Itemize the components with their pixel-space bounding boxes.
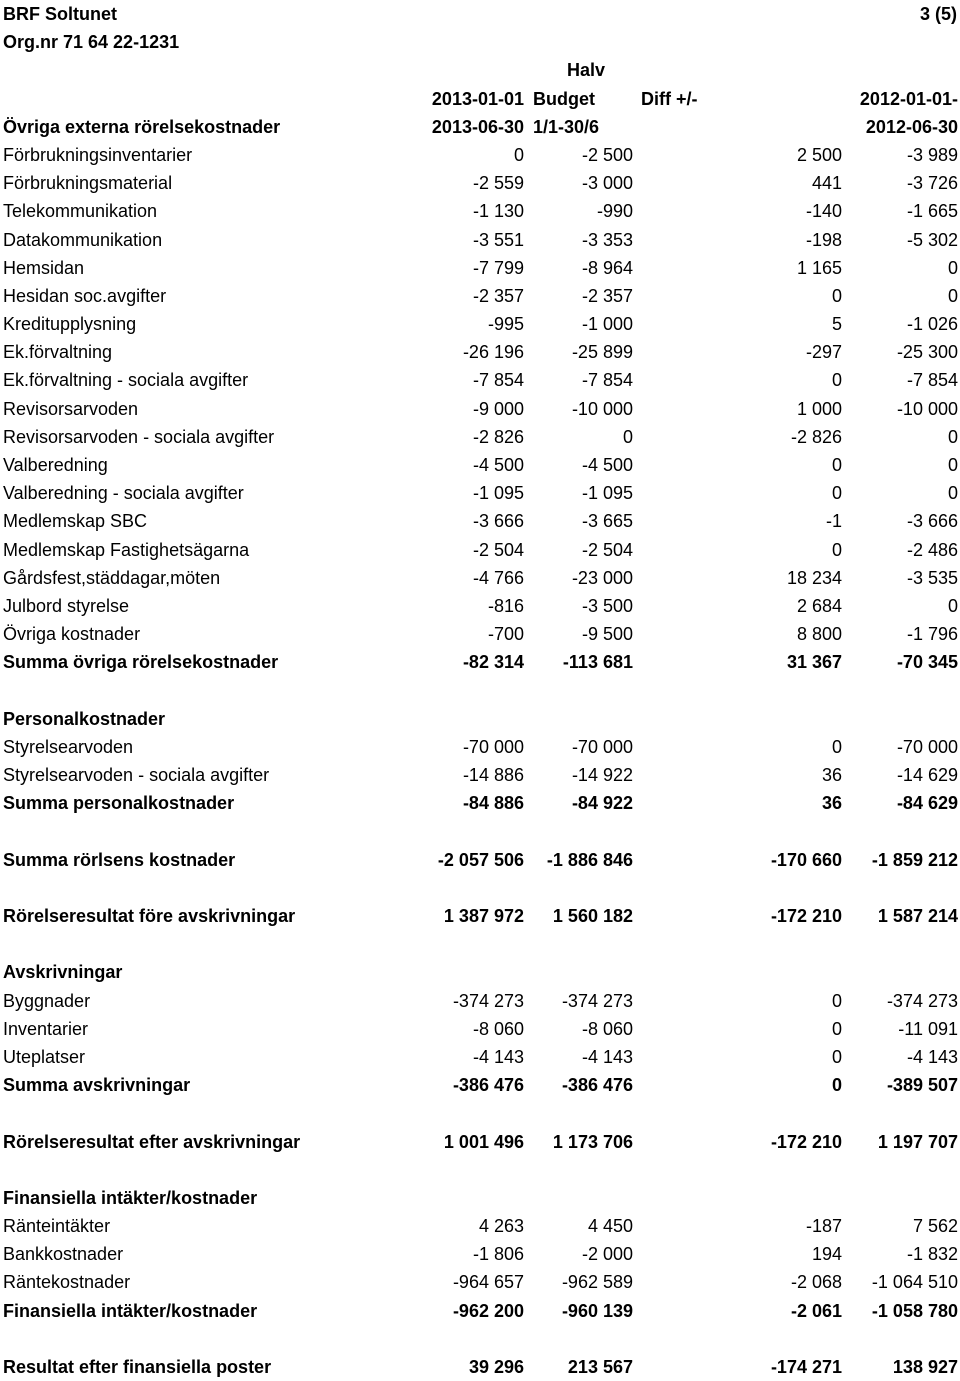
diff-value: -1 <box>825 511 842 532</box>
row-label: Ek.förvaltning - sociala avgifter <box>3 370 249 391</box>
diff-value: 1 000 <box>796 398 842 419</box>
budget-value: -1 095 <box>581 483 633 504</box>
current-value: -995 <box>487 314 524 335</box>
prior-value: 138 927 <box>892 1357 958 1377</box>
table-row <box>0 1268 960 1296</box>
org-name: BRF Soltunet <box>3 4 117 24</box>
prior-value: 0 <box>947 285 958 306</box>
row-label: Revisorsarvoden - sociala avgifter <box>3 426 275 447</box>
table-row <box>0 930 960 958</box>
current-value: -26 196 <box>462 342 524 363</box>
row-label: Kreditupplysning <box>3 314 137 335</box>
row-label: Datakommunikation <box>3 229 163 250</box>
budget-value: -962 589 <box>561 1272 633 1293</box>
budget-header-mid: Budget <box>533 88 595 109</box>
table-row <box>0 254 960 282</box>
table-row <box>0 1240 960 1268</box>
summary-row <box>0 958 960 986</box>
header-line-1 <box>0 0 960 28</box>
current-value: -700 <box>487 624 524 645</box>
prior-value: 0 <box>947 426 958 447</box>
summary-row <box>0 1071 960 1099</box>
prior-value: -3 666 <box>906 511 958 532</box>
current-value: -14 886 <box>462 765 524 786</box>
diff-value: -140 <box>805 201 842 222</box>
prior-value: -5 302 <box>906 229 958 250</box>
diff-value: -198 <box>805 229 842 250</box>
prior-value: 1 587 214 <box>877 906 958 926</box>
current-value: -2 357 <box>472 285 524 306</box>
table-row <box>0 141 960 169</box>
diff-value: 2 500 <box>796 144 842 165</box>
prior-value: -10 000 <box>896 398 958 419</box>
budget-value: -8 060 <box>581 1018 633 1039</box>
budget-value: -23 000 <box>571 567 633 588</box>
table-row <box>0 197 960 225</box>
row-label: Finansiella intäkter/kostnader <box>3 1187 258 1208</box>
summary-row <box>0 1297 960 1325</box>
current-value: -2 504 <box>472 539 524 560</box>
prior-value: -3 989 <box>906 144 958 165</box>
prior-value: -3 726 <box>906 173 958 194</box>
diff-value: -2 826 <box>790 426 842 447</box>
prior-value: -11 091 <box>898 1018 958 1039</box>
budget-value: -14 922 <box>571 765 633 786</box>
current-value: -2 559 <box>472 173 524 194</box>
current-value: -84 886 <box>462 793 524 814</box>
diff-value: 0 <box>831 990 842 1011</box>
budget-value: -2 000 <box>581 1244 633 1265</box>
summary-row <box>0 789 960 817</box>
column-header-line-2 <box>0 85 960 113</box>
diff-header: Diff +/- <box>641 88 698 109</box>
table-row <box>0 338 960 366</box>
current-value: -816 <box>487 595 524 616</box>
current-value: 39 296 <box>468 1357 524 1377</box>
table-row <box>0 282 960 310</box>
current-value: -8 060 <box>472 1018 524 1039</box>
row-label: Ek.förvaltning <box>3 342 113 363</box>
current-value: -386 476 <box>452 1075 524 1096</box>
diff-value: 31 367 <box>786 652 842 673</box>
diff-value: -172 210 <box>770 1131 842 1152</box>
page-number: 3 (5) <box>919 4 957 24</box>
diff-value: -174 271 <box>770 1357 842 1377</box>
prior-value: -1 064 510 <box>871 1272 958 1293</box>
report-rows <box>0 141 960 1381</box>
diff-value: 1 165 <box>796 257 842 278</box>
prior-value: 0 <box>947 483 958 504</box>
current-value: -70 000 <box>462 736 524 757</box>
table-row <box>0 620 960 648</box>
row-label: Uteplatser <box>3 1046 86 1067</box>
table-row <box>0 169 960 197</box>
row-label: Avskrivningar <box>3 962 123 983</box>
diff-value: 36 <box>821 765 842 786</box>
current-value: 0 <box>513 144 524 165</box>
current-value: -7 854 <box>472 370 524 391</box>
org-number: Org.nr 71 64 22-1231 <box>3 32 180 53</box>
prior-value: -3 535 <box>906 567 958 588</box>
table-row <box>0 564 960 592</box>
prior-value: -374 273 <box>886 990 958 1011</box>
budget-value: -3 500 <box>581 595 633 616</box>
current-value: -962 200 <box>452 1300 524 1321</box>
budget-value: -4 143 <box>581 1046 633 1067</box>
summary-row <box>0 846 960 874</box>
diff-value: 0 <box>831 483 842 504</box>
row-label: Julbord styrelse <box>3 595 130 616</box>
budget-value: -3 000 <box>581 173 633 194</box>
current-value: -2 057 506 <box>437 849 524 870</box>
table-row <box>0 874 960 902</box>
budget-value: -2 357 <box>581 285 633 306</box>
row-label: Valberedning <box>3 455 108 475</box>
prior-value: -2 486 <box>906 539 958 560</box>
table-row <box>0 987 960 1015</box>
table-row <box>0 761 960 789</box>
prior-value: -1 859 212 <box>871 849 958 870</box>
current-value: 1 387 972 <box>443 906 524 926</box>
budget-value: -8 964 <box>581 257 633 278</box>
prior-value: -70 000 <box>896 736 958 757</box>
diff-value: -187 <box>805 1216 842 1237</box>
row-label: Revisorsarvoden <box>3 398 139 419</box>
table-row <box>0 1325 960 1353</box>
budget-value: -113 681 <box>562 652 633 673</box>
prior-value: -1 058 780 <box>871 1300 958 1321</box>
budget-header-top: Halv <box>566 60 606 81</box>
current-value: -82 314 <box>462 652 524 673</box>
current-period-to: 2013-06-30 <box>431 116 524 137</box>
row-label: Styrelsearvoden - sociala avgifter <box>3 765 270 786</box>
summary-row <box>0 705 960 733</box>
diff-value: 18 234 <box>786 567 842 588</box>
table-row <box>0 817 960 845</box>
row-label: Telekommunikation <box>3 201 158 222</box>
current-value: -4 500 <box>472 455 524 475</box>
table-row <box>0 507 960 535</box>
diff-value: -2 068 <box>790 1272 842 1293</box>
prior-period-from: 2012-01-01- <box>859 88 958 109</box>
row-label: Medlemskap SBC <box>3 511 148 532</box>
budget-value: -374 273 <box>561 990 633 1011</box>
diff-value: 0 <box>831 370 842 391</box>
budget-value: -2 504 <box>581 539 633 560</box>
row-label: Bankkostnader <box>3 1244 124 1265</box>
row-label: Resultat efter finansiella poster <box>3 1357 272 1377</box>
table-row <box>0 395 960 423</box>
budget-value: 1 560 182 <box>552 906 633 926</box>
current-period-from: 2013-01-01 <box>431 88 524 109</box>
table-row <box>0 366 960 394</box>
table-row <box>0 1043 960 1071</box>
current-value: -1 130 <box>472 201 524 222</box>
prior-value: -70 345 <box>896 652 958 673</box>
budget-value: -3 353 <box>581 229 633 250</box>
prior-period-to: 2012-06-30 <box>865 116 958 137</box>
diff-value: 194 <box>811 1244 842 1265</box>
row-label: Byggnader <box>3 990 91 1011</box>
budget-value: -3 665 <box>581 511 633 532</box>
current-value: -964 657 <box>452 1272 524 1293</box>
header-line-2 <box>0 28 960 56</box>
summary-row <box>0 1128 960 1156</box>
row-label: Räntekostnader <box>3 1272 131 1293</box>
table-row <box>0 677 960 705</box>
diff-value: 8 800 <box>796 624 842 645</box>
diff-value: 0 <box>831 455 842 475</box>
prior-value: -7 854 <box>906 370 958 391</box>
prior-value: 0 <box>947 595 958 616</box>
row-label: Styrelsearvoden <box>3 736 134 757</box>
diff-value: -170 660 <box>770 849 842 870</box>
current-value: -9 000 <box>472 398 524 419</box>
prior-value: -14 629 <box>896 765 958 786</box>
diff-value: 0 <box>831 539 842 560</box>
diff-value: 441 <box>811 173 842 194</box>
prior-value: -25 300 <box>896 342 958 363</box>
current-value: -3 666 <box>472 511 524 532</box>
column-header-line-1 <box>0 56 960 84</box>
diff-value: -172 210 <box>770 906 842 926</box>
budget-value: -10 000 <box>571 398 633 419</box>
row-label: Förbrukningsmaterial <box>3 173 173 194</box>
diff-value: 2 684 <box>796 595 842 616</box>
row-label: Summa rörlsens kostnader <box>3 849 236 870</box>
diff-value: 0 <box>831 1075 842 1096</box>
budget-period: 1/1-30/6 <box>533 116 600 137</box>
budget-value: 4 450 <box>587 1216 633 1237</box>
summary-row <box>0 1184 960 1212</box>
table-row <box>0 479 960 507</box>
budget-value: -1 000 <box>581 314 633 335</box>
prior-value: -1 796 <box>906 624 958 645</box>
budget-value: -7 854 <box>581 370 633 391</box>
budget-value: -4 500 <box>581 455 633 475</box>
current-value: -374 273 <box>452 990 524 1011</box>
diff-value: 0 <box>831 1046 842 1067</box>
row-label: Summa övriga rörelsekostnader <box>3 652 279 673</box>
budget-value: 1 173 706 <box>552 1131 633 1152</box>
prior-value: 7 562 <box>912 1216 958 1237</box>
diff-value: -297 <box>805 342 842 363</box>
diff-value: 0 <box>831 285 842 306</box>
current-value: -7 799 <box>472 257 524 278</box>
budget-value: -990 <box>596 201 633 222</box>
diff-value: 0 <box>831 736 842 757</box>
row-label: Förbrukningsinventarier <box>3 144 193 165</box>
budget-value: -25 899 <box>571 342 633 363</box>
row-label: Summa avskrivningar <box>3 1075 191 1096</box>
budget-value: -2 500 <box>581 144 633 165</box>
diff-value: 0 <box>831 1018 842 1039</box>
prior-value: -84 629 <box>896 793 958 814</box>
section-title: Övriga externa rörelsekostnader <box>3 116 281 137</box>
diff-value: 36 <box>821 793 842 814</box>
current-value: 1 001 496 <box>443 1131 524 1152</box>
prior-value: 0 <box>947 257 958 278</box>
row-label: Hesidan soc.avgifter <box>3 285 167 306</box>
prior-value: 1 197 707 <box>877 1131 958 1152</box>
table-row <box>0 1099 960 1127</box>
prior-value: -389 507 <box>886 1075 958 1096</box>
table-row <box>0 226 960 254</box>
table-row <box>0 310 960 338</box>
current-value: -2 826 <box>472 426 524 447</box>
diff-value: -2 061 <box>790 1300 842 1321</box>
current-value: -4 143 <box>472 1046 524 1067</box>
row-label: Hemsidan <box>3 257 85 278</box>
budget-value: -70 000 <box>571 736 633 757</box>
summary-row <box>0 648 960 676</box>
budget-value: 0 <box>622 426 633 447</box>
row-label: Rörelseresultat före avskrivningar <box>3 906 296 926</box>
table-row <box>0 1156 960 1184</box>
row-label: Ränteintäkter <box>3 1216 111 1237</box>
column-header-line-3 <box>0 113 960 141</box>
budget-value: -960 139 <box>561 1300 633 1321</box>
table-row <box>0 1015 960 1043</box>
row-label: Medlemskap Fastighetsägarna <box>3 539 250 560</box>
row-label: Personalkostnader <box>3 708 166 729</box>
summary-row <box>0 902 960 930</box>
budget-value: -9 500 <box>581 624 633 645</box>
current-value: -1 095 <box>472 483 524 504</box>
row-label: Inventarier <box>3 1018 89 1039</box>
table-row <box>0 592 960 620</box>
current-value: -4 766 <box>472 567 524 588</box>
current-value: -3 551 <box>472 229 524 250</box>
diff-value: 5 <box>831 314 842 335</box>
table-row <box>0 536 960 564</box>
row-label: Rörelseresultat efter avskrivningar <box>3 1131 301 1152</box>
budget-value: -84 922 <box>571 793 633 814</box>
summary-row <box>0 1353 960 1381</box>
prior-value: -1 832 <box>906 1244 958 1265</box>
table-row <box>0 423 960 451</box>
row-label: Övriga kostnader <box>3 624 141 645</box>
row-label: Valberedning - sociala avgifter <box>3 483 244 504</box>
current-value: 4 263 <box>478 1216 524 1237</box>
table-row <box>0 451 960 479</box>
prior-value: -4 143 <box>906 1046 958 1067</box>
row-label: Finansiella intäkter/kostnader <box>3 1300 258 1321</box>
budget-value: -386 476 <box>561 1075 633 1096</box>
row-label: Summa personalkostnader <box>3 793 235 814</box>
budget-value: -1 886 846 <box>546 849 633 870</box>
prior-value: -1 026 <box>906 314 958 335</box>
current-value: -1 806 <box>472 1244 524 1265</box>
budget-value: 213 567 <box>567 1357 633 1377</box>
row-label: Gårdsfest,städdagar,möten <box>3 567 221 588</box>
prior-value: 0 <box>947 455 958 475</box>
table-row <box>0 1212 960 1240</box>
prior-value: -1 665 <box>906 201 958 222</box>
table-row <box>0 733 960 761</box>
